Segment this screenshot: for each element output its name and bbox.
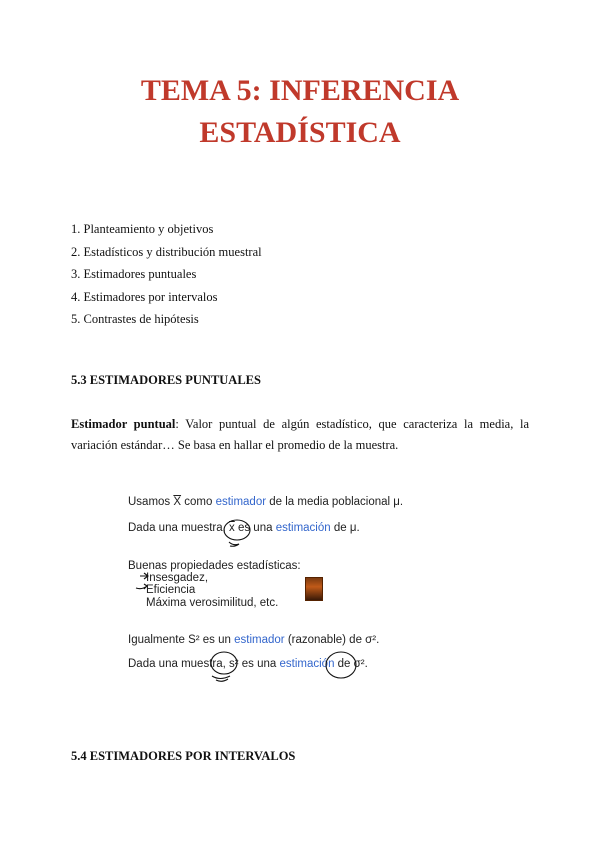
slide-line-4: Insesgadez, bbox=[146, 572, 209, 584]
definition-text: : Valor puntual de algún estadístico, que caracteriza la media, la variación estándar… Se basa en hallar el promedio de la muestra. bbox=[71, 417, 530, 452]
handwritten-annotations bbox=[112, 480, 497, 695]
toc-item: 2. Estadísticos y distribución muestral bbox=[71, 244, 262, 259]
slide-line-1: Usamos $\overline{X}$ como estimador de la media poblacional μ. bbox=[128, 496, 404, 508]
slide-line-6: Máxima verosimilitud, etc. bbox=[146, 597, 279, 609]
circle-annotation bbox=[326, 652, 356, 678]
definition-term: Estimador puntual bbox=[71, 417, 176, 431]
slide-line-8: Dada una muestra, s² es una estimación de σ². bbox=[128, 658, 368, 670]
scribble-annotation bbox=[229, 542, 239, 546]
table-of-contents bbox=[71, 218, 262, 331]
embedded-slide-image bbox=[112, 480, 497, 695]
toc-item: 1. Planteamiento y objetivos bbox=[71, 222, 214, 236]
toc-item: 3. Estimadores puntuales bbox=[71, 267, 197, 281]
title-line-2: ESTADÍSTICA bbox=[199, 116, 401, 149]
section-heading-5-4: 5.4 ESTIMADORES POR INTERVALOS bbox=[71, 749, 296, 763]
circle-annotation bbox=[211, 652, 237, 674]
slide-line-3: Buenas propiedades estadísticas: bbox=[128, 560, 301, 572]
arrow-annotation bbox=[140, 573, 148, 579]
document-title bbox=[0, 70, 600, 154]
definition-paragraph bbox=[71, 414, 529, 456]
section-heading-5-3: 5.3 ESTIMADORES PUNTUALES bbox=[71, 373, 261, 387]
toc-item: 5. Contrastes de hipótesis bbox=[71, 312, 199, 326]
slide-line-5: Eficiencia bbox=[146, 584, 196, 596]
arrow-annotation bbox=[136, 584, 147, 589]
scribble-annotation bbox=[212, 676, 230, 681]
slide-line-2: Dada una muestra, $\overline{x}$ es una estimación de μ. bbox=[128, 522, 360, 534]
slide-line-7: Igualmente S² es un estimador (razonable) de σ². bbox=[128, 634, 380, 646]
title-line-1: TEMA 5: INFERENCIA bbox=[140, 74, 460, 107]
circle-annotation bbox=[224, 520, 250, 540]
toc-item: 4. Estimadores por intervalos bbox=[71, 289, 218, 304]
